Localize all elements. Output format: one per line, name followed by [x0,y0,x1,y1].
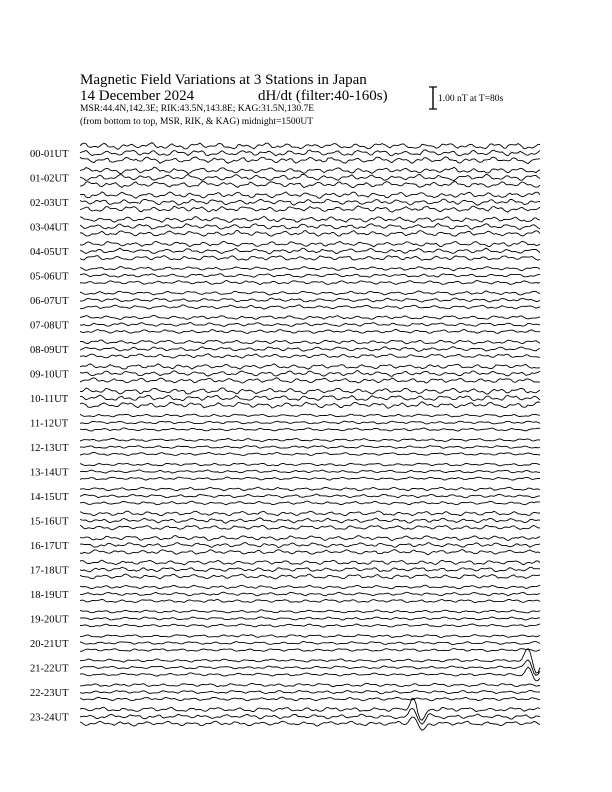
row-label-13-14UT: 13-14UT [30,467,69,479]
trace-04-05UT-MSR [80,241,540,247]
trace-17-18UT-KAG [80,574,540,579]
row-label-20-21UT: 20-21UT [30,639,69,650]
trace-03-04UT-RIK [80,223,540,229]
row-label-14-15UT: 14-15UT [30,492,69,503]
trace-06-07UT-RIK [80,298,540,302]
trace-01-02UT-RIK [80,174,540,180]
row-label-18-19UT: 18-19UT [30,590,69,601]
trace-20-21UT-KAG [80,649,540,652]
row-label-06-07UT: 06-07UT [30,296,69,307]
trace-15-16UT-MSR [80,511,540,516]
trace-11-12UT-KAG [80,428,540,431]
row-label-09-10UT: 09-10UT [30,369,69,381]
trace-04-05UT-KAG [80,256,540,261]
trace-08-09UT-RIK [80,347,540,352]
trace-07-08UT-KAG [80,329,540,333]
trace-00-01UT-MSR [80,143,540,150]
trace-23-24UT-KAG [80,717,540,730]
trace-19-20UT-MSR [80,610,540,613]
row-label-22-23UT: 22-23UT [30,688,69,699]
trace-12-13UT-KAG [80,452,540,455]
trace-04-05UT-RIK [80,248,540,254]
station-order-note: (from bottom to top, MSR, RIK, & KAG) midnight=1500UT [80,117,314,127]
row-label-01-02UT: 01-02UT [30,173,69,185]
row-label-16-17UT: 16-17UT [30,541,69,552]
trace-05-06UT-RIK [80,274,540,278]
trace-05-06UT-MSR [80,267,540,271]
row-label-23-24UT: 23-24UT [30,712,69,724]
trace-13-14UT-MSR [80,463,540,466]
trace-19-20UT-KAG [80,624,540,627]
trace-22-23UT-MSR [80,683,540,686]
row-label-07-08UT: 07-08UT [30,320,69,332]
row-label-15-16UT: 15-16UT [30,516,69,528]
trace-16-17UT-KAG [80,549,540,554]
trace-13-14UT-KAG [80,477,540,480]
trace-14-15UT-RIK [80,494,540,498]
trace-10-11UT-MSR [80,388,540,394]
row-label-17-18UT: 17-18UT [30,565,69,577]
trace-00-01UT-KAG [80,157,540,164]
trace-02-03UT-MSR [80,192,540,199]
trace-07-08UT-RIK [80,323,540,327]
row-label-00-01UT: 00-01UT [30,149,69,160]
trace-16-17UT-MSR [80,536,540,541]
trace-05-06UT-KAG [80,281,540,285]
trace-12-13UT-RIK [80,446,540,449]
trace-08-09UT-KAG [80,354,540,358]
trace-20-21UT-RIK [80,642,540,645]
trace-15-16UT-RIK [80,518,540,523]
trace-09-10UT-MSR [80,364,540,369]
trace-21-22UT-MSR [80,649,540,673]
trace-07-08UT-MSR [80,316,540,320]
trace-14-15UT-KAG [80,501,540,505]
trace-14-15UT-MSR [80,487,540,491]
trace-23-24UT-RIK [80,708,540,724]
trace-08-09UT-MSR [80,340,540,344]
row-label-08-09UT: 08-09UT [30,345,69,356]
trace-12-13UT-MSR [80,438,540,441]
trace-09-10UT-KAG [80,378,540,383]
trace-02-03UT-KAG [80,206,540,212]
trace-17-18UT-RIK [80,567,540,572]
trace-18-19UT-KAG [80,599,540,602]
row-label-11-12UT: 11-12UT [30,418,69,430]
chart-date: 14 December 2024 [80,88,195,104]
trace-02-03UT-RIK [80,199,540,205]
trace-21-22UT-KAG [80,667,540,681]
trace-19-20UT-RIK [80,617,540,620]
row-label-10-11UT: 10-11UT [30,394,69,405]
trace-01-02UT-KAG [80,182,540,188]
row-label-03-04UT: 03-04UT [30,222,69,234]
trace-06-07UT-MSR [80,291,540,295]
trace-00-01UT-RIK [80,150,540,156]
row-label-05-06UT: 05-06UT [30,271,69,283]
trace-22-23UT-RIK [80,690,540,694]
trace-22-23UT-KAG [80,697,540,701]
trace-18-19UT-RIK [80,592,540,596]
row-label-12-13UT: 12-13UT [30,443,69,454]
chart-title: Magnetic Field Variations at 3 Stations in Japan [80,72,367,88]
row-label-21-22UT: 21-22UT [30,663,69,675]
trace-03-04UT-KAG [80,231,540,237]
scale-label: 1.00 nT at T=80s [438,94,504,104]
row-label-19-20UT: 19-20UT [30,614,69,626]
trace-21-22UT-RIK [80,660,540,676]
row-label-04-05UT: 04-05UT [30,247,69,258]
trace-16-17UT-RIK [80,543,540,548]
trace-09-10UT-RIK [80,371,540,377]
trace-13-14UT-RIK [80,470,540,473]
trace-11-12UT-RIK [80,421,540,424]
trace-18-19UT-MSR [80,585,540,589]
station-coordinates: MSR:44.4N,142.3E; RIK:43.5N,143.8E; KAG:31.5N,130.7E [80,104,315,114]
trace-15-16UT-KAG [80,525,540,530]
trace-10-11UT-KAG [80,402,540,409]
trace-10-11UT-RIK [80,395,540,401]
trace-17-18UT-MSR [80,560,540,565]
trace-20-21UT-MSR [80,635,540,638]
chart-quantity: dH/dt (filter:40-160s) [258,88,388,104]
trace-11-12UT-MSR [80,414,540,417]
trace-01-02UT-MSR [80,167,540,174]
trace-03-04UT-MSR [80,216,540,222]
trace-06-07UT-KAG [80,305,540,309]
row-label-02-03UT: 02-03UT [30,198,69,209]
